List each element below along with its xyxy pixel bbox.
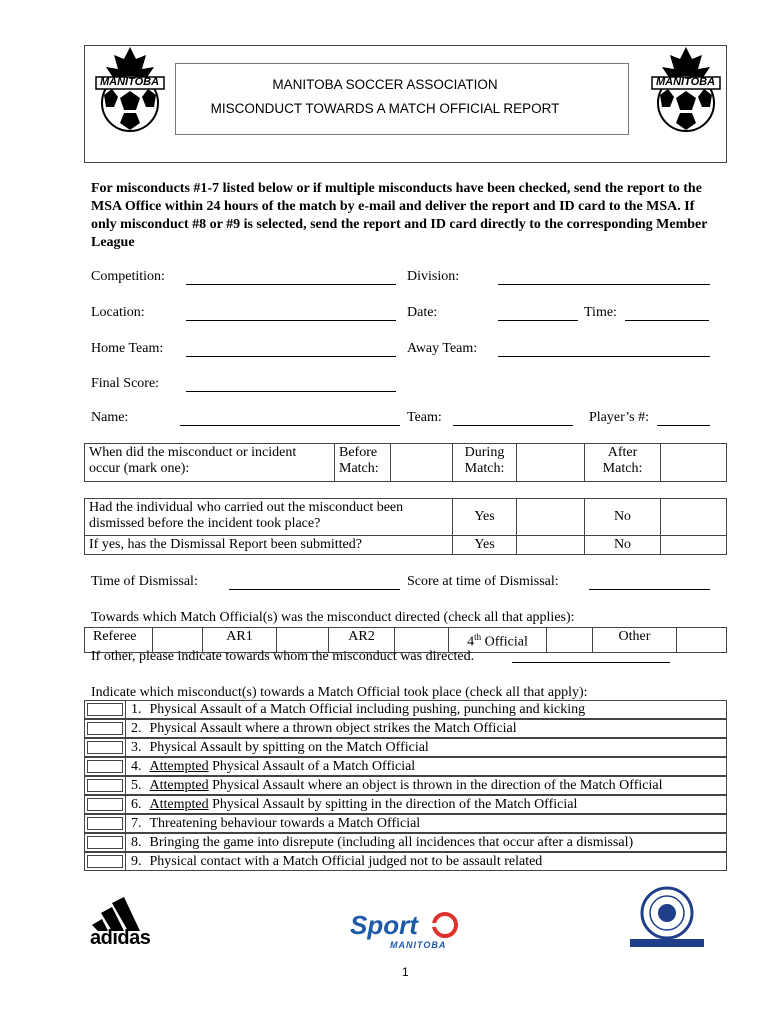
ar1-label: AR1 <box>203 628 277 653</box>
misconduct-row <box>84 700 727 719</box>
dismissed-question: Had the individual who carried out the misconduct been dismissed before the incident took place? <box>85 499 453 536</box>
misconduct-checkbox[interactable] <box>85 758 126 775</box>
misconduct-number: 2. <box>131 721 142 736</box>
during-match-checkbox[interactable] <box>517 444 585 482</box>
before-match-checkbox[interactable] <box>391 444 453 482</box>
misconduct-attempted: Attempted <box>149 797 209 812</box>
misconduct-number: 1. <box>131 702 142 717</box>
dismissed-table <box>84 498 727 555</box>
misconduct-text <box>131 796 577 813</box>
misconduct-number: 8. <box>131 835 142 850</box>
time-field[interactable] <box>625 320 709 321</box>
other-note-label: If other, please indicate towards whom the misconduct was directed. <box>91 649 475 664</box>
other-label: Other <box>593 628 677 653</box>
time-of-dismissal-label: Time of Dismissal: <box>91 574 198 589</box>
date-label: Date: <box>407 305 438 320</box>
misconduct-description: Physical Assault by spitting on the Match Official <box>149 740 429 755</box>
misconduct-number: 9. <box>131 854 142 869</box>
misconduct-text <box>131 739 429 756</box>
dismissed-no-label: No <box>585 499 661 536</box>
location-label: Location: <box>91 305 145 320</box>
date-field[interactable] <box>498 320 578 321</box>
misconduct-text <box>131 720 517 737</box>
players-number-label: Player’s #: <box>589 410 650 425</box>
misconduct-attempted: Attempted <box>149 759 209 774</box>
when-question: When did the misconduct or incident occur (mark one): <box>85 444 335 482</box>
dismissed-yes-checkbox[interactable] <box>517 499 585 536</box>
misconduct-attempted: Attempted <box>149 778 209 793</box>
misconduct-checkbox[interactable] <box>85 796 126 813</box>
member-badge-logo <box>628 885 706 949</box>
report-no-checkbox[interactable] <box>661 536 727 555</box>
misconduct-number: 7. <box>131 816 142 831</box>
team-label: Team: <box>407 410 442 425</box>
location-field[interactable] <box>186 320 396 321</box>
report-submitted-question: If yes, has the Dismissal Report been submitted? <box>85 536 453 555</box>
adidas-logo <box>90 895 170 950</box>
competition-label: Competition: <box>91 269 165 284</box>
misconduct-number: 5. <box>131 778 142 793</box>
header-title-box <box>175 63 629 135</box>
misconducts-question: Indicate which misconduct(s) towards a Match Official took place (check all that apply): <box>91 685 588 700</box>
misconduct-checkbox[interactable] <box>85 720 126 737</box>
division-label: Division: <box>407 269 460 284</box>
misconduct-description: Physical Assault by spitting in the direction of the Match Official <box>208 797 578 812</box>
officials-question: Towards which Match Official(s) was the misconduct directed (check all that applies): <box>91 610 575 625</box>
report-yes-checkbox[interactable] <box>517 536 585 555</box>
misconduct-description: Physical Assault of a Match Official including pushing, punching and kicking <box>149 702 586 717</box>
manitoba-logo-right <box>650 45 720 135</box>
away-team-label: Away Team: <box>407 341 478 356</box>
misconduct-description: Physical Assault where a thrown object strikes the Match Official <box>149 721 517 736</box>
referee-label: Referee <box>85 628 153 653</box>
misconduct-description: Physical Assault of a Match Official <box>208 759 416 774</box>
sport-sub-wordmark: MANITOBA <box>390 940 447 950</box>
misconduct-row <box>84 738 727 757</box>
sport-manitoba-logo <box>350 910 460 955</box>
logo-text: MANITOBA <box>100 76 160 88</box>
home-team-field[interactable] <box>186 356 396 357</box>
after-match-label: After Match: <box>585 444 661 482</box>
away-team-field[interactable] <box>498 356 710 357</box>
ar2-label: AR2 <box>329 628 395 653</box>
after-match-checkbox[interactable] <box>661 444 727 482</box>
misconduct-text <box>131 701 585 718</box>
misconduct-checkbox[interactable] <box>85 834 126 851</box>
misconduct-text <box>131 777 662 794</box>
name-label: Name: <box>91 410 129 425</box>
misconduct-text <box>131 853 542 870</box>
score-at-dismissal-field[interactable] <box>589 589 710 590</box>
time-of-dismissal-field[interactable] <box>229 589 400 590</box>
misconduct-checkbox[interactable] <box>85 701 126 718</box>
misconduct-text <box>131 815 420 832</box>
fourth-official-label: 4th Official <box>449 628 547 653</box>
report-no-label: No <box>585 536 661 555</box>
final-score-label: Final Score: <box>91 376 160 391</box>
misconduct-description: Physical Assault where an object is thrown in the direction of the Match Official <box>208 778 663 793</box>
other-note-field[interactable] <box>512 662 670 663</box>
misconduct-description: Bringing the game into disrepute (including all incidences that occur after a dismissal) <box>149 835 634 850</box>
report-yes-label: Yes <box>453 536 517 555</box>
time-label: Time: <box>584 305 617 320</box>
final-score-field[interactable] <box>186 391 396 392</box>
instructions: For misconducts #1-7 listed below or if multiple misconducts have been checked, send the report to the MSA Office within 24 hours of the match by e-mail and deliver the report and ID card to the MSA. If only misconduct #8 or #9 is selected, send the report and ID card directly to the corresponding Member League <box>91 181 708 250</box>
misconduct-checkbox[interactable] <box>85 739 126 756</box>
misconduct-checkbox[interactable] <box>85 853 126 870</box>
adidas-wordmark: adidas <box>90 927 151 949</box>
misconduct-row <box>84 814 727 833</box>
score-at-dismissal-label: Score at time of Dismissal: <box>407 574 559 589</box>
misconduct-row <box>84 719 727 738</box>
misconduct-row <box>84 776 727 795</box>
when-table <box>84 443 727 482</box>
misconduct-text <box>131 758 415 775</box>
division-field[interactable] <box>498 284 710 285</box>
sport-wordmark: Sport <box>350 910 418 940</box>
misconduct-number: 6. <box>131 797 142 812</box>
report-title: MISCONDUCT TOWARDS A MATCH OFFICIAL REPORT <box>210 101 560 116</box>
misconduct-row <box>84 852 727 871</box>
during-match-label: During Match: <box>453 444 517 482</box>
misconduct-text <box>131 834 633 851</box>
misconduct-number: 4. <box>131 759 142 774</box>
misconduct-description: Physical contact with a Match Official judged not to be assault related <box>149 854 543 869</box>
misconduct-number: 3. <box>131 740 142 755</box>
competition-field[interactable] <box>186 284 396 285</box>
misconduct-description: Threatening behaviour towards a Match Official <box>149 816 421 831</box>
dismissed-no-checkbox[interactable] <box>661 499 727 536</box>
misconduct-row <box>84 795 727 814</box>
home-team-label: Home Team: <box>91 341 164 356</box>
misconduct-row <box>84 757 727 776</box>
name-field[interactable] <box>180 425 400 426</box>
players-number-field[interactable] <box>657 425 710 426</box>
misconduct-checkbox[interactable] <box>85 815 126 832</box>
fourth-official-checkbox[interactable] <box>547 628 593 653</box>
manitoba-logo-left <box>94 45 164 135</box>
before-match-label: Before Match: <box>335 444 391 482</box>
misconduct-row <box>84 833 727 852</box>
logo-text: MANITOBA <box>656 76 716 88</box>
team-field[interactable] <box>453 425 573 426</box>
misconduct-checkbox[interactable] <box>85 777 126 794</box>
dismissed-yes-label: Yes <box>453 499 517 536</box>
sport-swoosh-icon <box>432 912 458 938</box>
page-number: 1 <box>402 965 409 979</box>
other-checkbox[interactable] <box>677 628 727 653</box>
org-name: MANITOBA SOCCER ASSOCIATION <box>272 77 498 92</box>
